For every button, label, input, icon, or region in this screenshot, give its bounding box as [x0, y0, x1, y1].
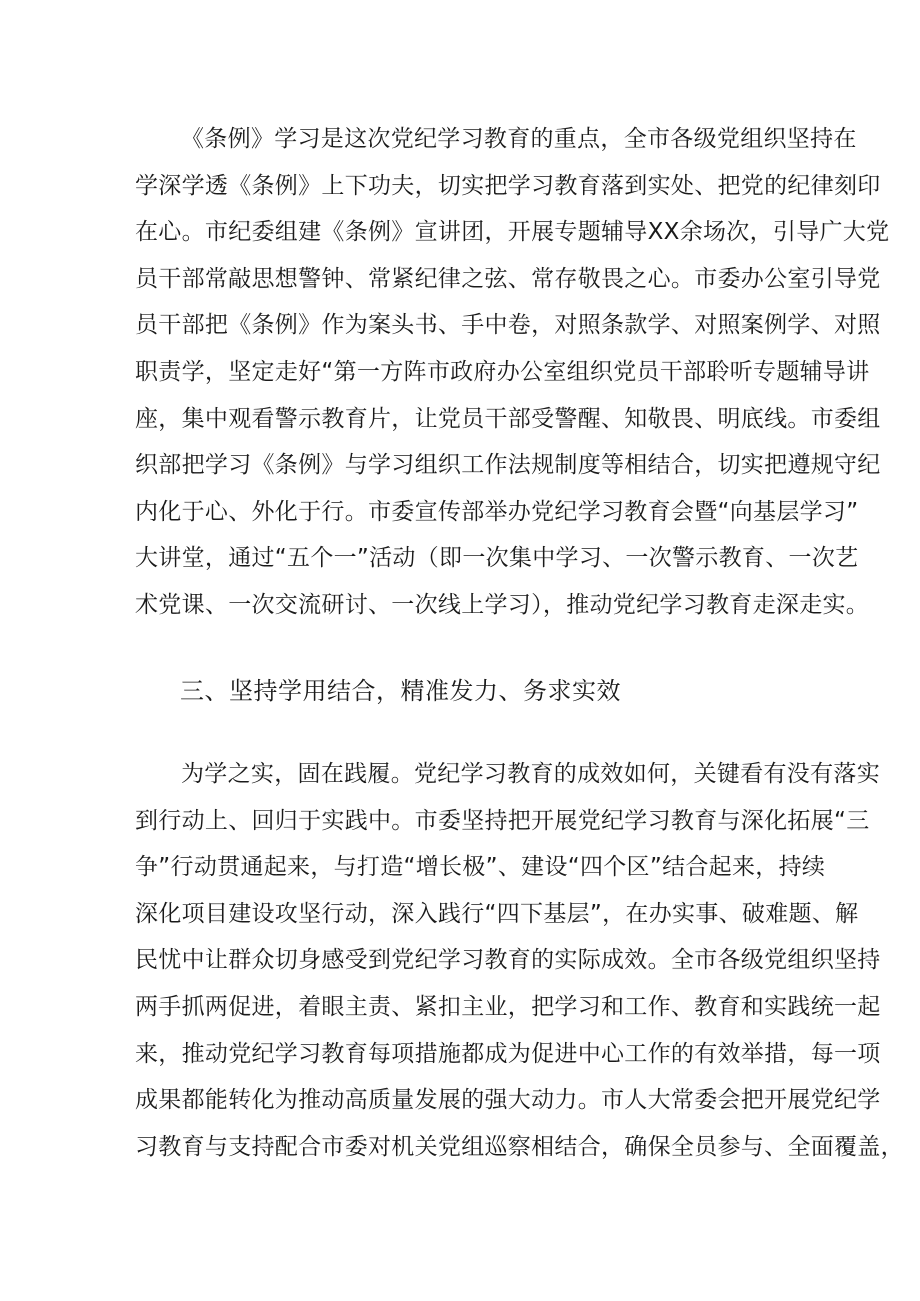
paragraph-line: 深化项目建设攻坚行动，深入践行“四下基层”，在办实事、破难题、解	[135, 900, 859, 927]
paragraph-line: 成果都能转化为推动高质量发展的强大动力。市人大常委会把开展党纪学	[135, 1087, 881, 1114]
paragraph-line: 织部把学习《条例》与学习组织工作法规制度等相结合，切实把遵规守纪	[135, 452, 881, 479]
paragraph-line: 职责学，坚定走好“第一方阵市政府办公室组织党员干部聆听专题辅导讲	[135, 358, 870, 385]
paragraph-line: 争”行动贯通起来，与打造“增长极”、建设“四个区”结合起来，持续	[135, 854, 826, 881]
paragraph-2	[135, 751, 904, 1170]
paragraph-line: 两手抓两促进，着眼主责、紧扣主业，把学习和工作、教育和实践统一起	[135, 993, 881, 1020]
paragraph-line: 习教育与支持配合市委对机关党组巡察相结合，确保全员参与、全面覆盖，	[135, 1133, 904, 1160]
paragraph-line: 大讲堂，通过“五个一”活动（即一次集中学习、一次警示教育、一次艺	[135, 545, 859, 572]
paragraph-line: 《条例》学习是这次党纪学习教育的重点，全市各级党组织坚持在	[181, 126, 857, 152]
paragraph-line: 员干部常敲思想警钟、常紧纪律之弦、常存敬畏之心。市委办公室引导党	[135, 265, 881, 292]
paragraph-line: 座，集中观看警示教育片，让党员干部受警醒、知敬畏、明底线。市委组	[135, 405, 881, 432]
paragraph-line: 民忧中让群众切身感受到党纪学习教育的实际成效。全市各级党组织坚持	[135, 947, 881, 974]
paragraph-line: 员干部把《条例》作为案头书、手中卷，对照条款学、对照案例学、对照	[135, 312, 881, 339]
paragraph-line: 来，推动党纪学习教育每项措施都成为促进中心工作的有效举措，每一项	[135, 1040, 881, 1067]
paragraph-line: 术党课、一次交流研讨、一次线上学习），推动党纪学习教育走深走实。	[135, 591, 870, 618]
paragraph-line: 为学之实，固在践履。党纪学习教育的成效如何，关键看有没有落实	[181, 761, 880, 787]
paragraph-line: 内化于心、外化于行。市委宣传部举办党纪学习教育会暨“向基层学习”	[135, 498, 859, 525]
paragraph-line: 学深学透《条例》上下功夫，切实把学习教育落到实处、把党的纪律刻印	[135, 172, 881, 199]
paragraph-1	[135, 116, 890, 629]
paragraph-line: 到行动上、回归于实践中。市委坚持把开展党纪学习教育与深化拓展“三	[135, 807, 870, 834]
section-heading: 三、坚持学用结合，精准发力、务求实效	[180, 677, 621, 705]
paragraph-line: 在心。市纪委组建《条例》宣讲团，开展专题辅导XX余场次，引导广大党	[135, 219, 890, 246]
